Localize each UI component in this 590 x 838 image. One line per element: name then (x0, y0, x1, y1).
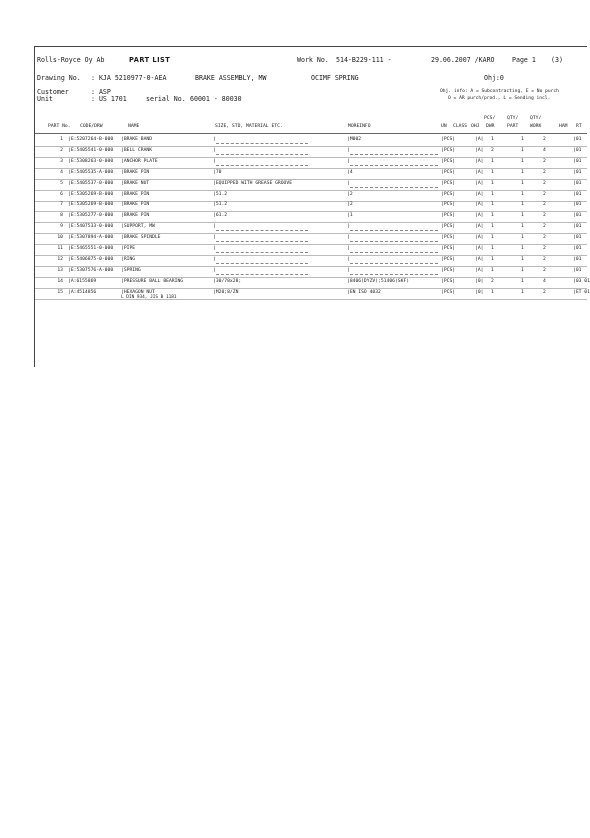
code-drw: |E:5465551-0-000 (68, 246, 114, 251)
qty-per-part: 1 (521, 147, 524, 153)
part-no: 2 (60, 147, 63, 153)
qty-per-work: 2 (543, 256, 546, 262)
code-drw: |E:5407533-0-000 (68, 224, 114, 230)
size-std: |70 (213, 169, 222, 175)
work-no: 514-B229-111 - (336, 56, 392, 64)
part-no: 4 (60, 169, 63, 175)
moreinfo-placeholder-rule (350, 252, 438, 253)
part-no: 11 (57, 246, 63, 251)
unit-of-measure: |PCS| (441, 278, 456, 284)
qty-per-part: 1 (521, 246, 524, 251)
qty-per-work: 2 (543, 202, 546, 208)
unit-of-measure: |PCS| (441, 213, 456, 219)
qty-per-work: 2 (543, 235, 546, 241)
size-std: | (213, 147, 216, 153)
qty-per-work: 2 (543, 180, 546, 186)
col-code: CODE/DRW (80, 124, 103, 129)
ohj-label: Ohj:0 (484, 74, 504, 82)
part-name: |PRESSURE BALL BEARING (121, 278, 184, 284)
assembly-name: BRAKE ASSEMBLY, MW (195, 74, 267, 82)
unit-label: Unit (37, 95, 53, 103)
moreinfo: |M002 (347, 137, 362, 142)
qty-per-part: 1 (521, 224, 524, 230)
pcs-per-dwr: 1 (491, 224, 494, 230)
rt-code: |01 (573, 191, 582, 197)
table-row (35, 289, 590, 300)
size-placeholder-rule (216, 165, 308, 166)
unit-value: : US 1701 (91, 95, 127, 103)
table-row (35, 223, 587, 234)
pcs-per-dwr: 1 (491, 256, 494, 262)
size-placeholder-rule (216, 154, 308, 155)
unit-of-measure: |PCS| (441, 147, 456, 153)
moreinfo: | (347, 246, 350, 251)
part-list-sheet (34, 46, 590, 367)
part-name: |ANCHOR PLATE (121, 158, 158, 164)
part-name: |SPRING (121, 267, 141, 273)
qty-per-work: 2 (543, 289, 546, 295)
ohj-code: |A| (475, 147, 484, 153)
part-name-extra: L DIN 934, JIS B 1181 (121, 294, 177, 300)
size-std: |EQUIPPED WITH GREASE GROOVE (213, 180, 293, 186)
moreinfo: |2 (347, 202, 353, 208)
part-name: |BRAKE PIN (121, 213, 150, 219)
pcs-per-dwr: 1 (491, 213, 494, 219)
part-no: 3 (60, 158, 63, 164)
pcs-per-dwr: 2 (491, 147, 494, 153)
pcs-per-dwr: 1 (491, 169, 494, 175)
pcs-per-dwr: 1 (491, 267, 494, 273)
unit-of-measure: |PCS| (441, 191, 456, 197)
qty-per-part: 1 (521, 267, 524, 273)
unit-of-measure: |PCS| (441, 256, 456, 262)
pcs-per-dwr: 1 (491, 137, 494, 142)
rt-code: |01 (573, 213, 582, 219)
part-no: 7 (60, 202, 63, 208)
unit-of-measure: |PCS| (441, 137, 456, 142)
moreinfo-placeholder-rule (350, 263, 438, 264)
code-drw: |E:5405541-0-000 (68, 147, 114, 153)
size-std: | (213, 224, 216, 230)
col-qty-part-top: QTY/ (507, 116, 519, 121)
part-name: |BRAKE SPINDLE (121, 235, 161, 241)
qty-per-work: 2 (543, 213, 546, 219)
size-placeholder-rule (216, 241, 308, 242)
ohj-code: |A| (475, 158, 484, 164)
qty-per-part: 1 (521, 289, 524, 295)
part-no: 15 (57, 289, 63, 295)
ohj-code: |0| (475, 278, 484, 284)
size-placeholder-rule (216, 274, 308, 275)
qty-per-work: 4 (543, 278, 546, 284)
size-std: |M20;8/ZN (213, 289, 239, 295)
code-drw: |E:5305277-0-000 (68, 213, 114, 219)
unit-of-measure: |PCS| (441, 180, 456, 186)
part-no: 5 (60, 180, 63, 186)
table-row (35, 191, 587, 202)
col-qty-work: WORK (530, 124, 542, 129)
pcs-per-dwr: 1 (491, 180, 494, 186)
drawing-no: : KJA 5210977-0-AEA (91, 74, 167, 82)
table-row (35, 245, 587, 256)
unit-of-measure: |PCS| (441, 267, 456, 273)
rt-code: |01 (573, 202, 582, 208)
unit-of-measure: |PCS| (441, 202, 456, 208)
rt-code: |01 (573, 169, 582, 175)
document-type: PART LIST (129, 56, 171, 64)
size-std: | (213, 235, 216, 241)
table-row (35, 180, 587, 191)
part-name: |BRAKE NUT (121, 180, 150, 186)
pcs-per-dwr: 1 (491, 235, 494, 241)
ohj-info-line-2: O = AR purch/prod., L = Sending incl. (448, 96, 551, 101)
qty-per-part: 1 (521, 137, 524, 142)
unit-of-measure: |PCS| (441, 158, 456, 164)
table-row (35, 201, 587, 212)
table-row (35, 169, 587, 180)
header-rule (35, 133, 587, 134)
qty-per-part: 1 (521, 235, 524, 241)
size-std: | (213, 267, 216, 273)
moreinfo: | (347, 267, 350, 273)
col-ohj: OHJ (471, 124, 480, 129)
pcs-per-dwr: 1 (491, 202, 494, 208)
customer-label: Customer (37, 88, 69, 96)
code-drw: |E:5207264-B-000 (68, 137, 114, 142)
work-no-label: Work No. (297, 56, 329, 64)
pcs-per-dwr: 1 (491, 191, 494, 197)
col-un: UN (441, 124, 447, 129)
code-drw: |A:6155869 (68, 278, 97, 284)
rt-code: |01 (573, 235, 582, 241)
size-placeholder-rule (216, 230, 308, 231)
code-drw: |E:5308263-0-000 (68, 158, 114, 164)
ohj-code: |A| (475, 235, 484, 241)
col-class: CLASS (453, 124, 468, 129)
moreinfo: |2 (347, 191, 353, 197)
unit-of-measure: |PCS| (441, 169, 456, 175)
col-name: NAME (128, 124, 140, 129)
part-name: |SUPPORT, MW (121, 224, 155, 230)
moreinfo-placeholder-rule (350, 230, 438, 231)
table-row (35, 136, 587, 147)
rt-code: |01 (573, 147, 582, 153)
size-std: |51.2 (213, 191, 228, 197)
moreinfo: | (347, 256, 350, 262)
part-name: |RING (121, 256, 136, 262)
moreinfo-placeholder-rule (350, 165, 438, 166)
ocimf-label: OCIMF SPRING (311, 74, 359, 82)
unit-of-measure: |PCS| (441, 235, 456, 241)
qty-per-part: 1 (521, 256, 524, 262)
size-std: | (213, 158, 216, 164)
col-qty-part: PART (507, 124, 519, 129)
size-placeholder-rule (216, 143, 308, 144)
part-no: 10 (57, 235, 63, 241)
rt-code: |01 (573, 158, 582, 164)
qty-per-part: 1 (521, 158, 524, 164)
moreinfo: | (347, 147, 350, 153)
col-part-no: PART No. (48, 124, 71, 129)
ohj-code: |A| (475, 246, 484, 251)
moreinfo: |EN ISO 4032 (347, 289, 381, 295)
unit-of-measure: |PCS| (441, 224, 456, 230)
rt-code: |01 (573, 246, 582, 251)
part-name: |BRAKE PIN (121, 191, 150, 197)
qty-per-part: 1 (521, 278, 524, 284)
row-rule (35, 299, 587, 300)
qty-per-part: 1 (521, 191, 524, 197)
qty-per-work: 2 (543, 169, 546, 175)
size-std: |30/78x28; (213, 278, 242, 284)
moreinfo: | (347, 224, 350, 230)
rt-code: |01 (573, 224, 582, 230)
part-no: 8 (60, 213, 63, 219)
part-name: |BELL CRANK (121, 147, 153, 153)
part-no: 6 (60, 191, 63, 197)
table-row (35, 234, 587, 245)
drawing-label: Drawing No. (37, 74, 81, 82)
size-placeholder-rule (216, 263, 308, 264)
table-row (35, 212, 587, 223)
unit-of-measure: |PCS| (441, 246, 456, 251)
pcs-per-dwr: 1 (491, 158, 494, 164)
part-no: 13 (57, 267, 63, 273)
unit-of-measure: |PCS| (441, 289, 456, 295)
qty-per-work: 2 (543, 224, 546, 230)
serial-range: 60001 - 80030 (190, 95, 242, 103)
part-name: |BRAKE PIN (121, 169, 150, 175)
size-std: |61.2 (213, 213, 228, 219)
part-name: |BRAKE PIN (121, 202, 150, 208)
ohj-code: |A| (475, 213, 484, 219)
qty-per-part: 1 (521, 202, 524, 208)
ohj-code: |A| (475, 202, 484, 208)
serial-label: serial No. (146, 95, 186, 103)
ohj-code: |A| (475, 256, 484, 262)
ohj-code: |A| (475, 169, 484, 175)
qty-per-work: 2 (543, 191, 546, 197)
rt-code: |01 (573, 180, 582, 186)
part-no: 1 (60, 137, 63, 142)
code-drw: |E:5307894-A-000 (68, 235, 114, 241)
rt-code: |01 (573, 267, 582, 273)
qty-per-part: 1 (521, 169, 524, 175)
qty-per-work: 4 (543, 147, 546, 153)
moreinfo-placeholder-rule (350, 241, 438, 242)
qty-per-work: 2 (543, 246, 546, 251)
table-row (35, 147, 587, 158)
part-name: |PIPE (121, 246, 136, 251)
moreinfo-placeholder-rule (350, 154, 438, 155)
pcs-per-dwr: 2 (491, 278, 494, 284)
rt-code: |01 (573, 137, 582, 142)
table-row (35, 267, 587, 278)
qty-per-work: 2 (543, 267, 546, 273)
part-name: |HEXAGON NUT (121, 289, 155, 295)
rt-code: |ET 01 (573, 289, 590, 295)
code-drw: |E:5405535-A-000 (68, 169, 114, 175)
moreinfo: | (347, 158, 350, 164)
col-qty-work-top: QTY/ (530, 116, 542, 121)
code-drw: |E:5305269-B-000 (68, 202, 114, 208)
part-name: |BRAKE BAND (121, 137, 153, 142)
page-label: Page 1 (512, 56, 536, 64)
customer-value: : ASP (91, 88, 111, 96)
ohj-code: |A| (475, 137, 484, 142)
page-total: (3) (551, 56, 563, 64)
part-no: 9 (60, 224, 63, 230)
qty-per-work: 2 (543, 158, 546, 164)
size-std: | (213, 137, 216, 142)
ohj-code: |A| (475, 224, 484, 230)
code-drw: |E:5405537-0-000 (68, 180, 114, 186)
col-pcs-dwr: DWR (486, 124, 495, 129)
part-no: 14 (57, 278, 63, 284)
size-std: |51.2 (213, 202, 228, 208)
table-row (35, 256, 587, 267)
qty-per-part: 1 (521, 213, 524, 219)
size-std: | (213, 256, 216, 262)
col-size: SIZE, STD, MATERIAL ETC. (215, 124, 283, 129)
table-row (35, 158, 587, 169)
code-drw: |E:5307576-A-000 (68, 267, 114, 273)
moreinfo: |4 (347, 169, 353, 175)
qty-per-part: 1 (521, 180, 524, 186)
ohj-code: |0| (475, 289, 484, 295)
col-rt: RT (576, 124, 582, 129)
moreinfo: | (347, 180, 350, 186)
company-name: Rolls-Royce Oy Ab (37, 56, 105, 64)
col-moreinfo: MOREINFO (348, 124, 371, 129)
qty-per-work: 2 (543, 137, 546, 142)
col-pcs-dwr-top: PCS/ (484, 116, 496, 121)
table-row (35, 278, 590, 289)
moreinfo-placeholder-rule (350, 187, 438, 188)
col-ham: HAM (559, 124, 568, 129)
code-drw: |A:4514856 (68, 289, 97, 295)
date-user: 29.06.2007 /KARO (431, 56, 495, 64)
moreinfo-placeholder-rule (350, 274, 438, 275)
pcs-per-dwr: 1 (491, 246, 494, 251)
size-placeholder-rule (216, 252, 308, 253)
ohj-code: |A| (475, 180, 484, 186)
ohj-code: |A| (475, 191, 484, 197)
rt-code: |01 (573, 256, 582, 262)
rt-code: |03 01 (573, 278, 590, 284)
moreinfo: |8406(DYZV);51406(SKF) (347, 278, 410, 284)
code-drw: |E:5305269-B-000 (68, 191, 114, 197)
ohj-info-line-1: Ohj. info: A = Subcontracting, E = No purch (440, 89, 559, 94)
code-drw: |E:5406875-0-000 (68, 256, 114, 262)
pcs-per-dwr: 1 (491, 289, 494, 295)
moreinfo: | (347, 235, 350, 241)
part-no: 12 (57, 256, 63, 262)
size-std: | (213, 246, 216, 251)
moreinfo: |1 (347, 213, 353, 219)
ohj-code: |A| (475, 267, 484, 273)
